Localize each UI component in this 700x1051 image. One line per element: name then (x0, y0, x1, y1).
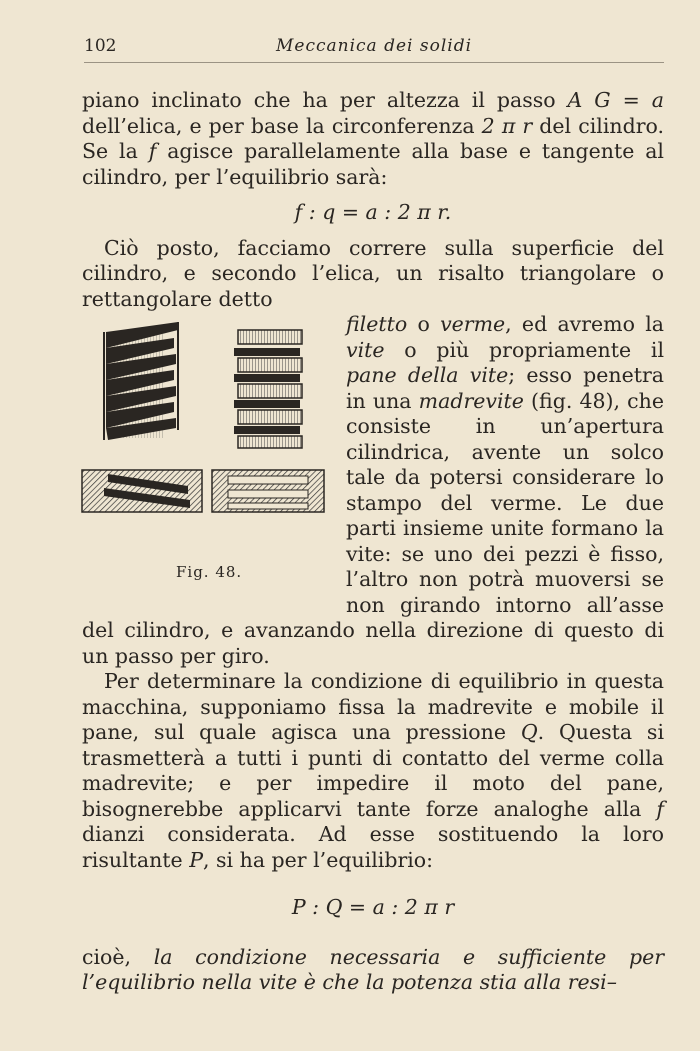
paragraph-3: Per determinare la condizione di equilibrio in questa macchina, supponiamo fissa la madrevite e mobile il pane, sul quale agisca una pressione Q. Questa si trasmetterà a tutti i punti di contatto del verme colla madrevite; e per impedire il moto del pane, bisognerebbe applicarvi tante forze analoghe alla f dianzi considerata. Ad esse sostituendo la loro risultante P, si ha per l’equilibrio: (82, 669, 665, 872)
page-header (84, 36, 664, 63)
paragraph-2-continued: filetto o verme, ed avremo la vite o più propriamente il pane della vite; esso penetra in una madrevite (fig. 48), che consiste in un’apertura cilindrica, avente un solco tale da potersi considerare lo stampo del verme. Le due parti insieme unite formano la vite: se uno dei pezzi è fisso, l’altro non potrà muoversi se non girando intorno all’asse del cilindro, e avanzando nella direzione di questo di un passo per giro. (82, 312, 665, 668)
page-number: 102 (84, 36, 117, 56)
body-text (82, 88, 664, 996)
paragraph-1: piano inclinato che ha per altezza il passo A G = a dell’elica, e per base la circonferenza 2 π r del cilindro. Se la f agisce parallelamente alla base e tangente al cilindro, per l’equilibrio sarà: (82, 88, 664, 189)
running-title: Meccanica dei solidi (275, 36, 473, 56)
screw-illustration (78, 312, 336, 552)
nut-section-left (82, 470, 202, 512)
formula-1: f : q = a : 2 π r. (294, 200, 452, 224)
figure-48 (78, 312, 336, 607)
nut-section-right (212, 470, 324, 512)
paragraph-4: cioè, la condizione necessaria e sufficiente per l’equilibrio nella vite è che la potenza stia alla resi– (82, 944, 664, 994)
figure-caption: Fig. 48. (176, 563, 243, 581)
triangular-screw (104, 322, 178, 440)
paragraph-2: Ciò posto, facciamo correre sulla superficie del cilindro, e secondo l’elica, un risalto triangolare o rettangolare detto (82, 235, 664, 311)
square-screw (234, 330, 302, 448)
formula-2: P : Q = a : 2 π r (291, 895, 455, 919)
